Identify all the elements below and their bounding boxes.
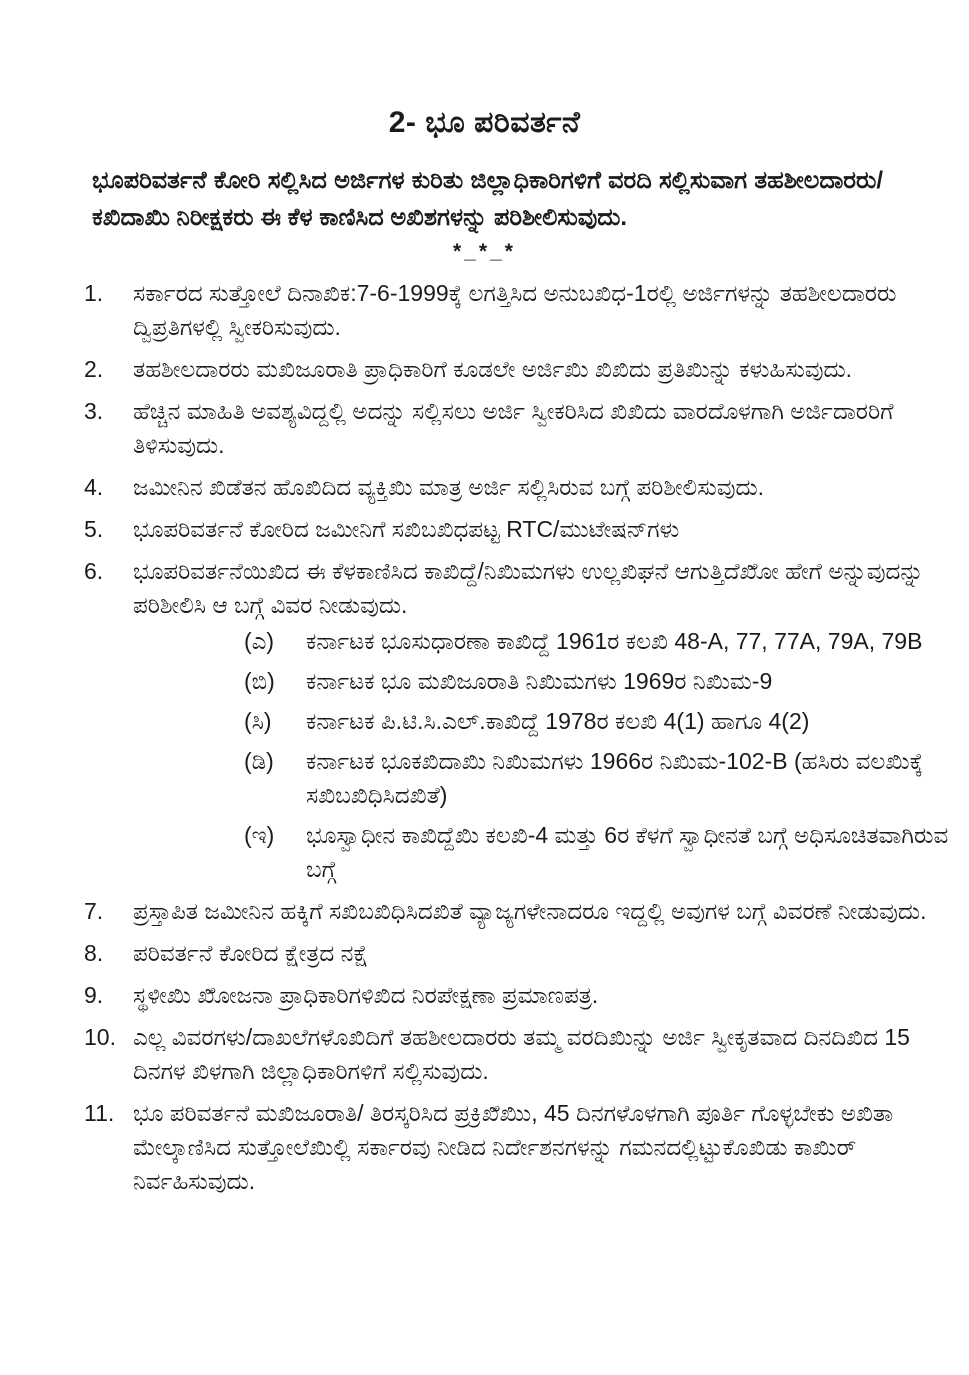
item-number: 10. (84, 1023, 116, 1050)
list-item-row (84, 1096, 951, 1198)
item-number: 2. (84, 355, 104, 382)
sub-item-label: (ಬಿ) (244, 667, 275, 694)
item-number: 7. (84, 897, 104, 924)
numbered-list (84, 276, 951, 1198)
list-item-row (84, 978, 951, 1012)
item-text: ಸರ್ಕಾರದ ಸುತ್ತೋಲೆ ದಿನಾಖಿಕ:7-6-1999ಕ್ಕೆ ಲಗತ್ತಿಸಿದ ಅನುಬಖಿಧ-1ರಲ್ಲಿ ಅರ್ಜಿಗಳನ್ನು ತಹಶೀಲದಾರರು ದ್ವಿಪ್ರತಿಗಳಲ್ಲಿ ಸ್ವೀಕರಿಸುವುದು. (133, 279, 897, 340)
sub-list-item (244, 664, 951, 698)
item-number: 3. (84, 397, 104, 424)
item-number: 6. (84, 557, 104, 584)
page-title: 2- ಭೂ ಪರಿವರ್ತನೆ (388, 106, 581, 139)
list-item-row (84, 894, 951, 928)
sub-list-item (244, 704, 951, 738)
list-item (84, 1096, 951, 1198)
list-item (84, 894, 951, 928)
item-number: 4. (84, 473, 104, 500)
list-item (84, 394, 951, 462)
item-text: ಪರಿವರ್ತನೆ ಕೋರಿದ ಕ್ಷೇತ್ರದ ನಕ್ಷೆ (133, 939, 369, 966)
sub-item-text: ಭೂಸ್ವಾಧೀನ ಕಾಖಿದ್ದೆಖಿು ಕಲಖಿ-4 ಮತ್ತು 6ರ ಕೆಳಗೆ ಸ್ವಾಧೀನತೆ ಬಗ್ಗೆ ಅಧಿಸೂಚಿತವಾಗಿರುವ ಬಗ್ಗೆ (306, 821, 949, 882)
list-item-row (84, 554, 951, 622)
item-text: ಪ್ರಸ್ತಾಪಿತ ಜಮೀನಿನ ಹಕ್ಕಿಗೆ ಸಖಿಬಖಿಧಿಸಿದಖಿತೆ ವ್ಯಾಜ್ಯಗಳೇನಾದರೂ ಇದ್ದಲ್ಲಿ ಅವುಗಳ ಬಗ್ಗೆ ವಿವರಣೆ ನೀಡುವುದು. (133, 897, 927, 924)
list-item-row (84, 512, 951, 546)
list-item-row (84, 1020, 951, 1088)
list-item (84, 352, 951, 386)
intro-paragraph: ಭೂಪರಿವರ್ತನೆ ಕೋರಿ ಸಲ್ಲಿಸಿದ ಅರ್ಜಿಗಳ ಕುರಿತು ಜಿಲ್ಲಾಧಿಕಾರಿಗಳಿಗೆ ವರದಿ ಸಲ್ಲಿಸುವಾಗ ತಹಶೀಲದಾರರು/ಕಖಿದಾಖಿು ನಿರೀಕ್ಷಕರು ಈ ಕೆಳ ಕಾಣಿಸಿದ ಅಖಿಶಗಳನ್ನು ಪರಿಶೀಲಿಸುವುದು. (92, 166, 883, 231)
item-number: 9. (84, 981, 104, 1008)
list-item (84, 1020, 951, 1088)
separator: *_*_* (453, 239, 516, 263)
sub-list-item (244, 744, 951, 812)
sub-list-item (244, 818, 951, 886)
list-item (84, 554, 951, 886)
item-text: ಭೂ ಪರಿವರ್ತನೆ ಮಖಿಜೂರಾತಿ/ ತಿರಸ್ಕರಿಸಿದ ಪ್ರಕ್ರಿಖಿೆಖಿುು, 45 ದಿನಗಳೊಳಗಾಗಿ ಪೂರ್ತಿ ಗೊಳ್ಳಬೇಕು ಅಖಿತಾ ಮೇಲ್ಕಾಣಿಸಿದ ಸುತ್ತೋಲೆಖಿುಲ್ಲಿ ಸರ್ಕಾರವು ನೀಡಿದ ನಿರ್ದೇಶನಗಳನ್ನು ಗಮನದಲ್ಲಿಟ್ಟುಕೊಖಿಡು ಕಾಖಿುರ್ ನಿರ್ವಹಿಸುವುದು. (133, 1099, 894, 1194)
list-item (84, 978, 951, 1012)
sub-item-text: ಕರ್ನಾಟಕ ಪಿ.ಟಿ.ಸಿ.ಎಲ್.ಕಾಖಿದ್ದೆ 1978ರ ಕಲಖಿ 4(1) ಹಾಗೂ 4(2) (306, 707, 810, 734)
sub-item-label: (ಡಿ) (244, 747, 274, 774)
list-item-row (84, 470, 951, 504)
item-number: 8. (84, 939, 104, 966)
sub-item-label: (ಸಿ) (244, 707, 272, 734)
sub-item-label: (ಎ) (244, 627, 275, 654)
item-number: 11. (84, 1099, 115, 1126)
list-item (84, 470, 951, 504)
sub-item-text: ಕರ್ನಾಟಕ ಭೂಕಖಿದಾಖಿು ನಿಖಿುಮಗಳು 1966ರ ನಿಖಿುಮ-102-B (ಹಸಿರು ವಲಖಿುಕ್ಕೆ ಸಖಿಬಖಿಧಿಸಿದಖಿತೆ) (306, 747, 924, 808)
item-number: 5. (84, 515, 104, 542)
sub-item-text: ಕರ್ನಾಟಕ ಭೂ ಮಖಿಜೂರಾತಿ ನಿಖಿುಮಗಳು 1969ರ ನಿಖಿುಮ-9 (306, 667, 773, 694)
list-item-row (84, 276, 951, 344)
item-text: ಭೂಪರಿವರ್ತನೆಯಿಖಿದ ಈ ಕೆಳಕಾಣಿಸಿದ ಕಾಖಿದ್ದೆ/ನಿಖಿುಮಗಳು ಉಲ್ಲಖಿಘನೆ ಆಗುತ್ತಿದೆಖಿೋ ಹೇಗೆ ಅನ್ನುವುದನ್ನು ಪರಿಶೀಲಿಸಿ ಆ ಬಗ್ಗೆ ವಿವರ ನೀಡುವುದು. (133, 557, 924, 618)
item-text: ಜಮೀನಿನ ಖಿಡೆತನ ಹೊಖಿದಿದ ವ್ಯಕ್ತಿಖಿು ಮಾತ್ರ ಅರ್ಜಿ ಸಲ್ಲಿಸಿರುವ ಬಗ್ಗೆ ಪರಿಶೀಲಿಸುವುದು. (133, 473, 765, 500)
item-text: ಹೆಚ್ಚಿನ ಮಾಹಿತಿ ಅವಶ್ಯವಿದ್ದಲ್ಲಿ ಅದನ್ನು ಸಲ್ಲಿಸಲು ಅರ್ಜಿ ಸ್ವೀಕರಿಸಿದ ಖಿಖಿದು ವಾರದೊಳಗಾಗಿ ಅರ್ಜಿದಾರರಿಗೆ ತಿಳಿಸುವುದು. (133, 397, 894, 458)
sub-item-label: (ಇ) (244, 821, 275, 848)
item-text: ಭೂಪರಿವರ್ತನೆ ಕೋರಿದ ಜಮೀನಿಗೆ ಸಖಿಬಖಿಧಪಟ್ಟ RTC/ಮುಟೇಷನ್‌ಗಳು (133, 515, 680, 542)
item-text: ಸ್ಥಳೀಖಿು ಖಿೋಜನಾ ಪ್ರಾಧಿಕಾರಿಗಳಿಖಿದ ನಿರಪೇಕ್ಷಣಾ ಪ್ರಮಾಣಪತ್ರ. (133, 981, 599, 1008)
item-number: 1. (84, 279, 104, 306)
list-item (84, 936, 951, 970)
sub-list-item (244, 624, 951, 658)
list-item-row (84, 352, 951, 386)
item-text: ಎಲ್ಲ ವಿವರಗಳು/ದಾಖಲೆಗಳೊಖಿದಿಗೆ ತಹಶೀಲದಾರರು ತಮ್ಮ ವರದಿಖಿುನ್ನು ಅರ್ಜಿ ಸ್ವೀಕೃತವಾದ ದಿನದಿಖಿದ 15 ದಿನಗಳ ಖಿಳಗಾಗಿ ಜಿಲ್ಲಾಧಿಕಾರಿಗಳಿಗೆ ಸಲ್ಲಿಸುವುದು. (133, 1023, 910, 1084)
list-item-row (84, 394, 951, 462)
list-item-row (84, 936, 951, 970)
sub-item-text: ಕರ್ನಾಟಕ ಭೂಸುಧಾರಣಾ ಕಾಖಿದ್ದೆ 1961ರ ಕಲಖಿ 48-A, 77, 77A, 79A, 79B (306, 627, 923, 654)
list-item (84, 512, 951, 546)
item-text: ತಹಶೀಲದಾರರು ಮಖಿಜೂರಾತಿ ಪ್ರಾಧಿಕಾರಿಗೆ ಕೂಡಲೇ ಅರ್ಜಿಖಿು ಖಿಖಿದು ಪ್ರತಿಖಿುನ್ನು ಕಳುಹಿಸುವುದು. (133, 355, 853, 382)
list-item (84, 276, 951, 344)
